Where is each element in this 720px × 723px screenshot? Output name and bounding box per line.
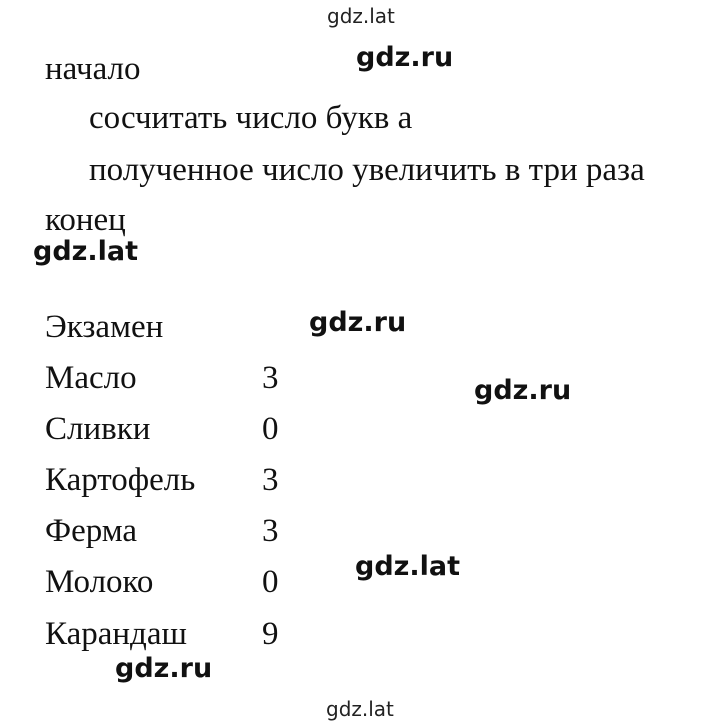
watermark-gdz-lat-1: gdz.lat <box>33 236 139 267</box>
row-word: Молоко <box>45 564 154 600</box>
row-word: Масло <box>45 360 137 396</box>
row-value: 3 <box>262 462 279 498</box>
watermark-gdz-ru-1: gdz.ru <box>356 42 454 73</box>
row-word: Карандаш <box>45 616 187 652</box>
algorithm-end: конец <box>45 202 126 238</box>
table-header: Экзамен <box>45 309 164 345</box>
watermark-gdz-ru-4: gdz.ru <box>115 653 213 684</box>
watermark-gdz-ru-3: gdz.ru <box>474 375 572 406</box>
watermark-bottom: gdz.lat <box>326 697 394 721</box>
watermark-gdz-lat-2: gdz.lat <box>355 551 461 582</box>
row-word: Сливки <box>45 411 151 447</box>
algorithm-step-1: сосчитать число букв а <box>89 100 413 136</box>
watermark-top: gdz.lat <box>327 4 395 28</box>
row-value: 9 <box>262 616 279 652</box>
row-value: 0 <box>262 564 279 600</box>
algorithm-start: начало <box>45 51 141 87</box>
row-value: 3 <box>262 360 279 396</box>
row-value: 0 <box>262 411 279 447</box>
watermark-gdz-ru-2: gdz.ru <box>309 307 407 338</box>
row-word: Картофель <box>45 462 196 498</box>
row-value: 3 <box>262 513 279 549</box>
row-word: Ферма <box>45 513 138 549</box>
algorithm-step-2: полученное число увеличить в три раза <box>89 152 645 188</box>
